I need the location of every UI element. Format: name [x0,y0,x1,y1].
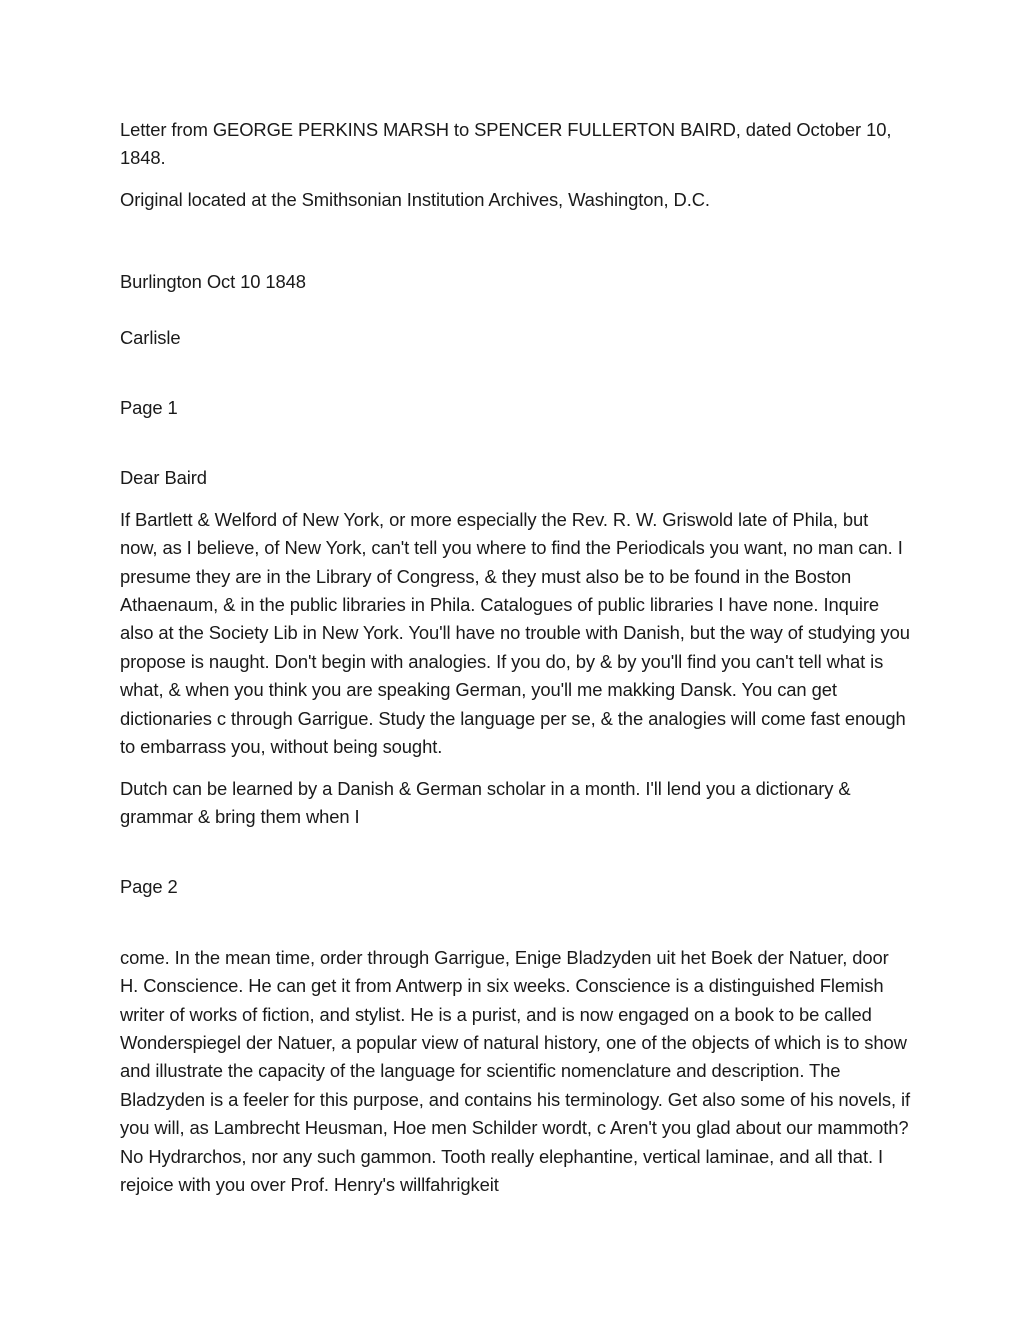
body-paragraph-3: come. In the mean time, order through Garrigue, Enige Bladzyden uit het Boek der Natuer, door H. Conscience. He can get it from Antwerp in six weeks. Conscience is a distinguished Flemish writer of works of fiction, and stylist. He is a purist, and is now engaged on a book to be called Wonderspiegel der Natuer, a popular view of natural history, one of the objects of which is to show and illustrate the capacity of the language for scientific nomenclature and description. The Bladzyden is a feeler for this purpose, and contains his terminology. Get also some of his novels, if you will, as Lambrecht Heusman, Hoe men Schilder wordt, c Aren't you glad about our mammoth? No Hydrarchos, nor any such gammon. Tooth really elephantine, vertical laminae, and all that. I rejoice with you over Prof. Henry's willfahrigkeit [120,946,910,1195]
body-paragraph-2: Dutch can be learned by a Danish & German scholar in a month. I'll lend you a dictionary & grammar & bring them when I [120,777,851,827]
destination-line: Carlisle [120,326,181,348]
letter-document [120,116,910,1199]
page-1-label: Page 1 [120,397,178,419]
letter-header-line: Letter from GEORGE PERKINS MARSH to SPENCER FULLERTON BAIRD, dated October 10, 1848. [120,119,892,169]
source-archive-line: Original located at the Smithsonian Institution Archives, Washington, D.C. [120,188,710,210]
body-paragraph-1: If Bartlett & Welford of New York, or more especially the Rev. R. W. Griswold late of Phila, but now, as I believe, of New York, can't tell you where to find the Periodicals you want, no man can. I presume they are in the Library of Congress, & they must also be to be found in the Boston Athaenaum, & in the public libraries in Phila. Catalogues of public libraries I have none. Inquire also at the Society Lib in New York. You'll have no trouble with Danish, but the way of studying you propose is naught. Don't begin with analogies. If you do, by & by you'll find you can't tell what is what, & when you think you are speaking German, you'll me makking Dansk. You can get dictionaries c through Garrigue. Study the language per se, & the analogies will come fast enough to embarrass you, without being sought. [120,508,910,758]
place-date-line: Burlington Oct 10 1848 [120,271,306,293]
page-2-label: Page 2 [120,876,178,898]
salutation: Dear Baird [120,467,207,489]
